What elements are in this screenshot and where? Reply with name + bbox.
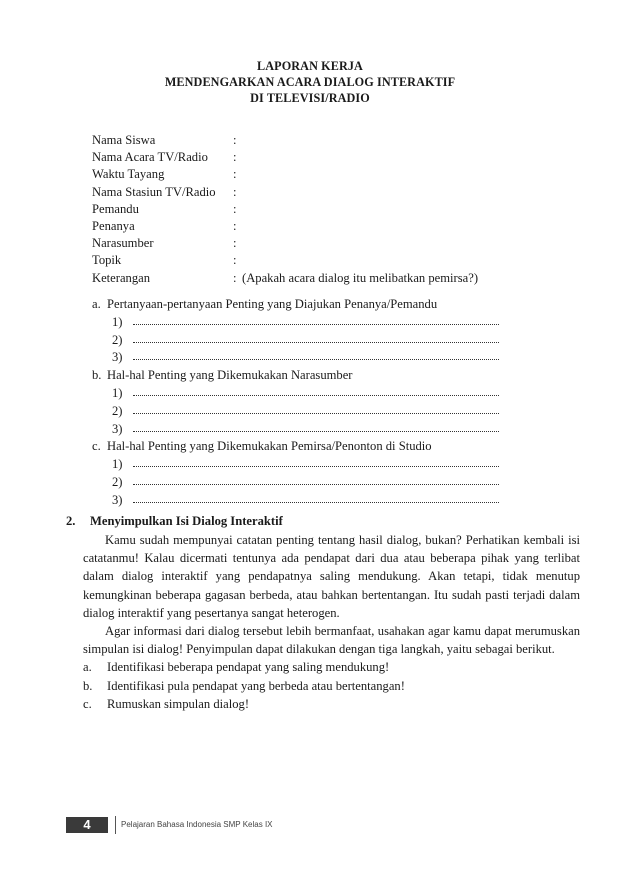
title-line-2: MENDENGARKAN ACARA DIALOG INTERAKTIF — [164, 75, 456, 89]
answer-line — [92, 332, 512, 350]
list-item — [83, 695, 580, 713]
paragraph: Kamu sudah mempunyai catatan penting tentang hasil dialog, bukan? Perhatikan kembali isi catatanmu! Kalau dicermati tentunya ada pendapat dari dua atau beberapa pihak yang terlibat dalam dialog interaktif yang pendapatnya saling mendukung. Akan tetapi, tidak menutup kemungkinan beberapa gagasan berbeda, atau bahkan bertentangan. Itu sudah pasti terjadi dalam dialog interaktif yang pesertanya sangat heterogen. — [83, 533, 580, 620]
list-letter: b. — [83, 678, 93, 693]
footer-divider — [115, 816, 116, 834]
form-label: Nama Siswa — [92, 133, 156, 147]
form-label: Nama Acara TV/Radio — [92, 150, 208, 165]
section-2-heading — [66, 512, 580, 531]
section-title: Hal-hal Penting yang Dikemukakan Narasumber — [107, 368, 353, 383]
dotted-answer-blank — [133, 413, 499, 414]
answer-number: 1) — [112, 385, 123, 400]
section-2-body — [83, 531, 580, 658]
form-label: Keterangan — [92, 270, 151, 285]
book-title: Pelajaran Bahasa Indonesia SMP Kelas IX — [121, 820, 273, 829]
answer-number: 1) — [112, 314, 123, 329]
answer-number: 3) — [112, 492, 123, 507]
answer-number: 1) — [112, 457, 123, 472]
section-title: Menyimpulkan Isi Dialog Interaktif — [90, 514, 283, 528]
section-letter: a. — [92, 297, 101, 311]
form-colon: : — [233, 236, 237, 251]
dotted-answer-blank — [133, 324, 499, 325]
answer-line — [92, 492, 512, 510]
form-colon: : — [233, 201, 237, 216]
list-item — [83, 677, 580, 695]
dotted-answer-blank — [133, 342, 499, 343]
answer-line — [92, 456, 512, 474]
title-line-3: DI TELEVISI/RADIO — [250, 91, 370, 105]
section-heading-c — [92, 438, 512, 456]
page-footer — [66, 817, 466, 835]
worksheet-sections — [92, 296, 512, 510]
list-letter: a. — [83, 660, 92, 675]
page-number: 4 — [66, 817, 108, 833]
form-label: Penanya — [92, 218, 135, 233]
form-colon: : — [233, 270, 237, 285]
section-title: Hal-hal Penting yang Dikemukakan Pemirsa/Penonton di Studio — [107, 439, 432, 454]
dotted-answer-blank — [133, 359, 499, 360]
section-number: 2. — [66, 514, 76, 528]
section-heading-a — [92, 296, 512, 314]
dotted-answer-blank — [133, 502, 499, 503]
form-colon: : — [233, 167, 237, 182]
list-item — [83, 658, 580, 676]
dotted-answer-blank — [133, 466, 499, 467]
list-text: Identifikasi pula pendapat yang berbeda atau bertentangan! — [107, 678, 405, 693]
answer-line — [92, 421, 512, 439]
form-label: Nama Stasiun TV/Radio — [92, 184, 216, 199]
report-title — [0, 58, 620, 106]
list-text: Identifikasi beberapa pendapat yang saling mendukung! — [107, 660, 390, 675]
section-heading-b — [92, 367, 512, 385]
answer-number: 3) — [112, 350, 123, 365]
answer-number: 3) — [112, 421, 123, 436]
form-label: Pemandu — [92, 201, 139, 216]
list-letter: c. — [83, 696, 92, 711]
form-colon: : — [233, 150, 237, 165]
form-colon: : — [233, 253, 237, 268]
answer-line — [92, 474, 512, 492]
answer-line — [92, 349, 512, 367]
list-text: Rumuskan simpulan dialog! — [107, 696, 250, 711]
steps-list — [83, 658, 580, 713]
answer-line — [92, 314, 512, 332]
dotted-answer-blank — [133, 395, 499, 396]
answer-number: 2) — [112, 403, 123, 418]
section-letter: b. — [92, 368, 102, 383]
form-label: Waktu Tayang — [92, 167, 165, 182]
form-value: (Apakah acara dialog itu melibatkan pemirsa?) — [242, 270, 479, 285]
section-2-summarize — [66, 512, 580, 713]
answer-number: 2) — [112, 332, 123, 347]
answer-line — [92, 385, 512, 403]
title-line-1: LAPORAN KERJA — [257, 59, 363, 73]
dotted-answer-blank — [133, 484, 499, 485]
form-colon: : — [233, 133, 237, 147]
paragraph: Agar informasi dari dialog tersebut lebih bermanfaat, usahakan agar kamu dapat merumuskan simpulan isi dialog! Penyimpulan dapat dilakukan dengan tiga langkah, yaitu sebagai berikut. — [83, 624, 580, 657]
answer-number: 2) — [112, 474, 123, 489]
dotted-answer-blank — [133, 431, 499, 432]
section-title: Pertanyaan-pertanyaan Penting yang Diajukan Penanya/Pemandu — [107, 297, 438, 311]
section-letter: c. — [92, 439, 101, 454]
form-label: Topik — [92, 253, 122, 268]
form-colon: : — [233, 184, 237, 199]
form-colon: : — [233, 218, 237, 233]
form-label: Narasumber — [92, 236, 154, 251]
answer-line — [92, 403, 512, 421]
